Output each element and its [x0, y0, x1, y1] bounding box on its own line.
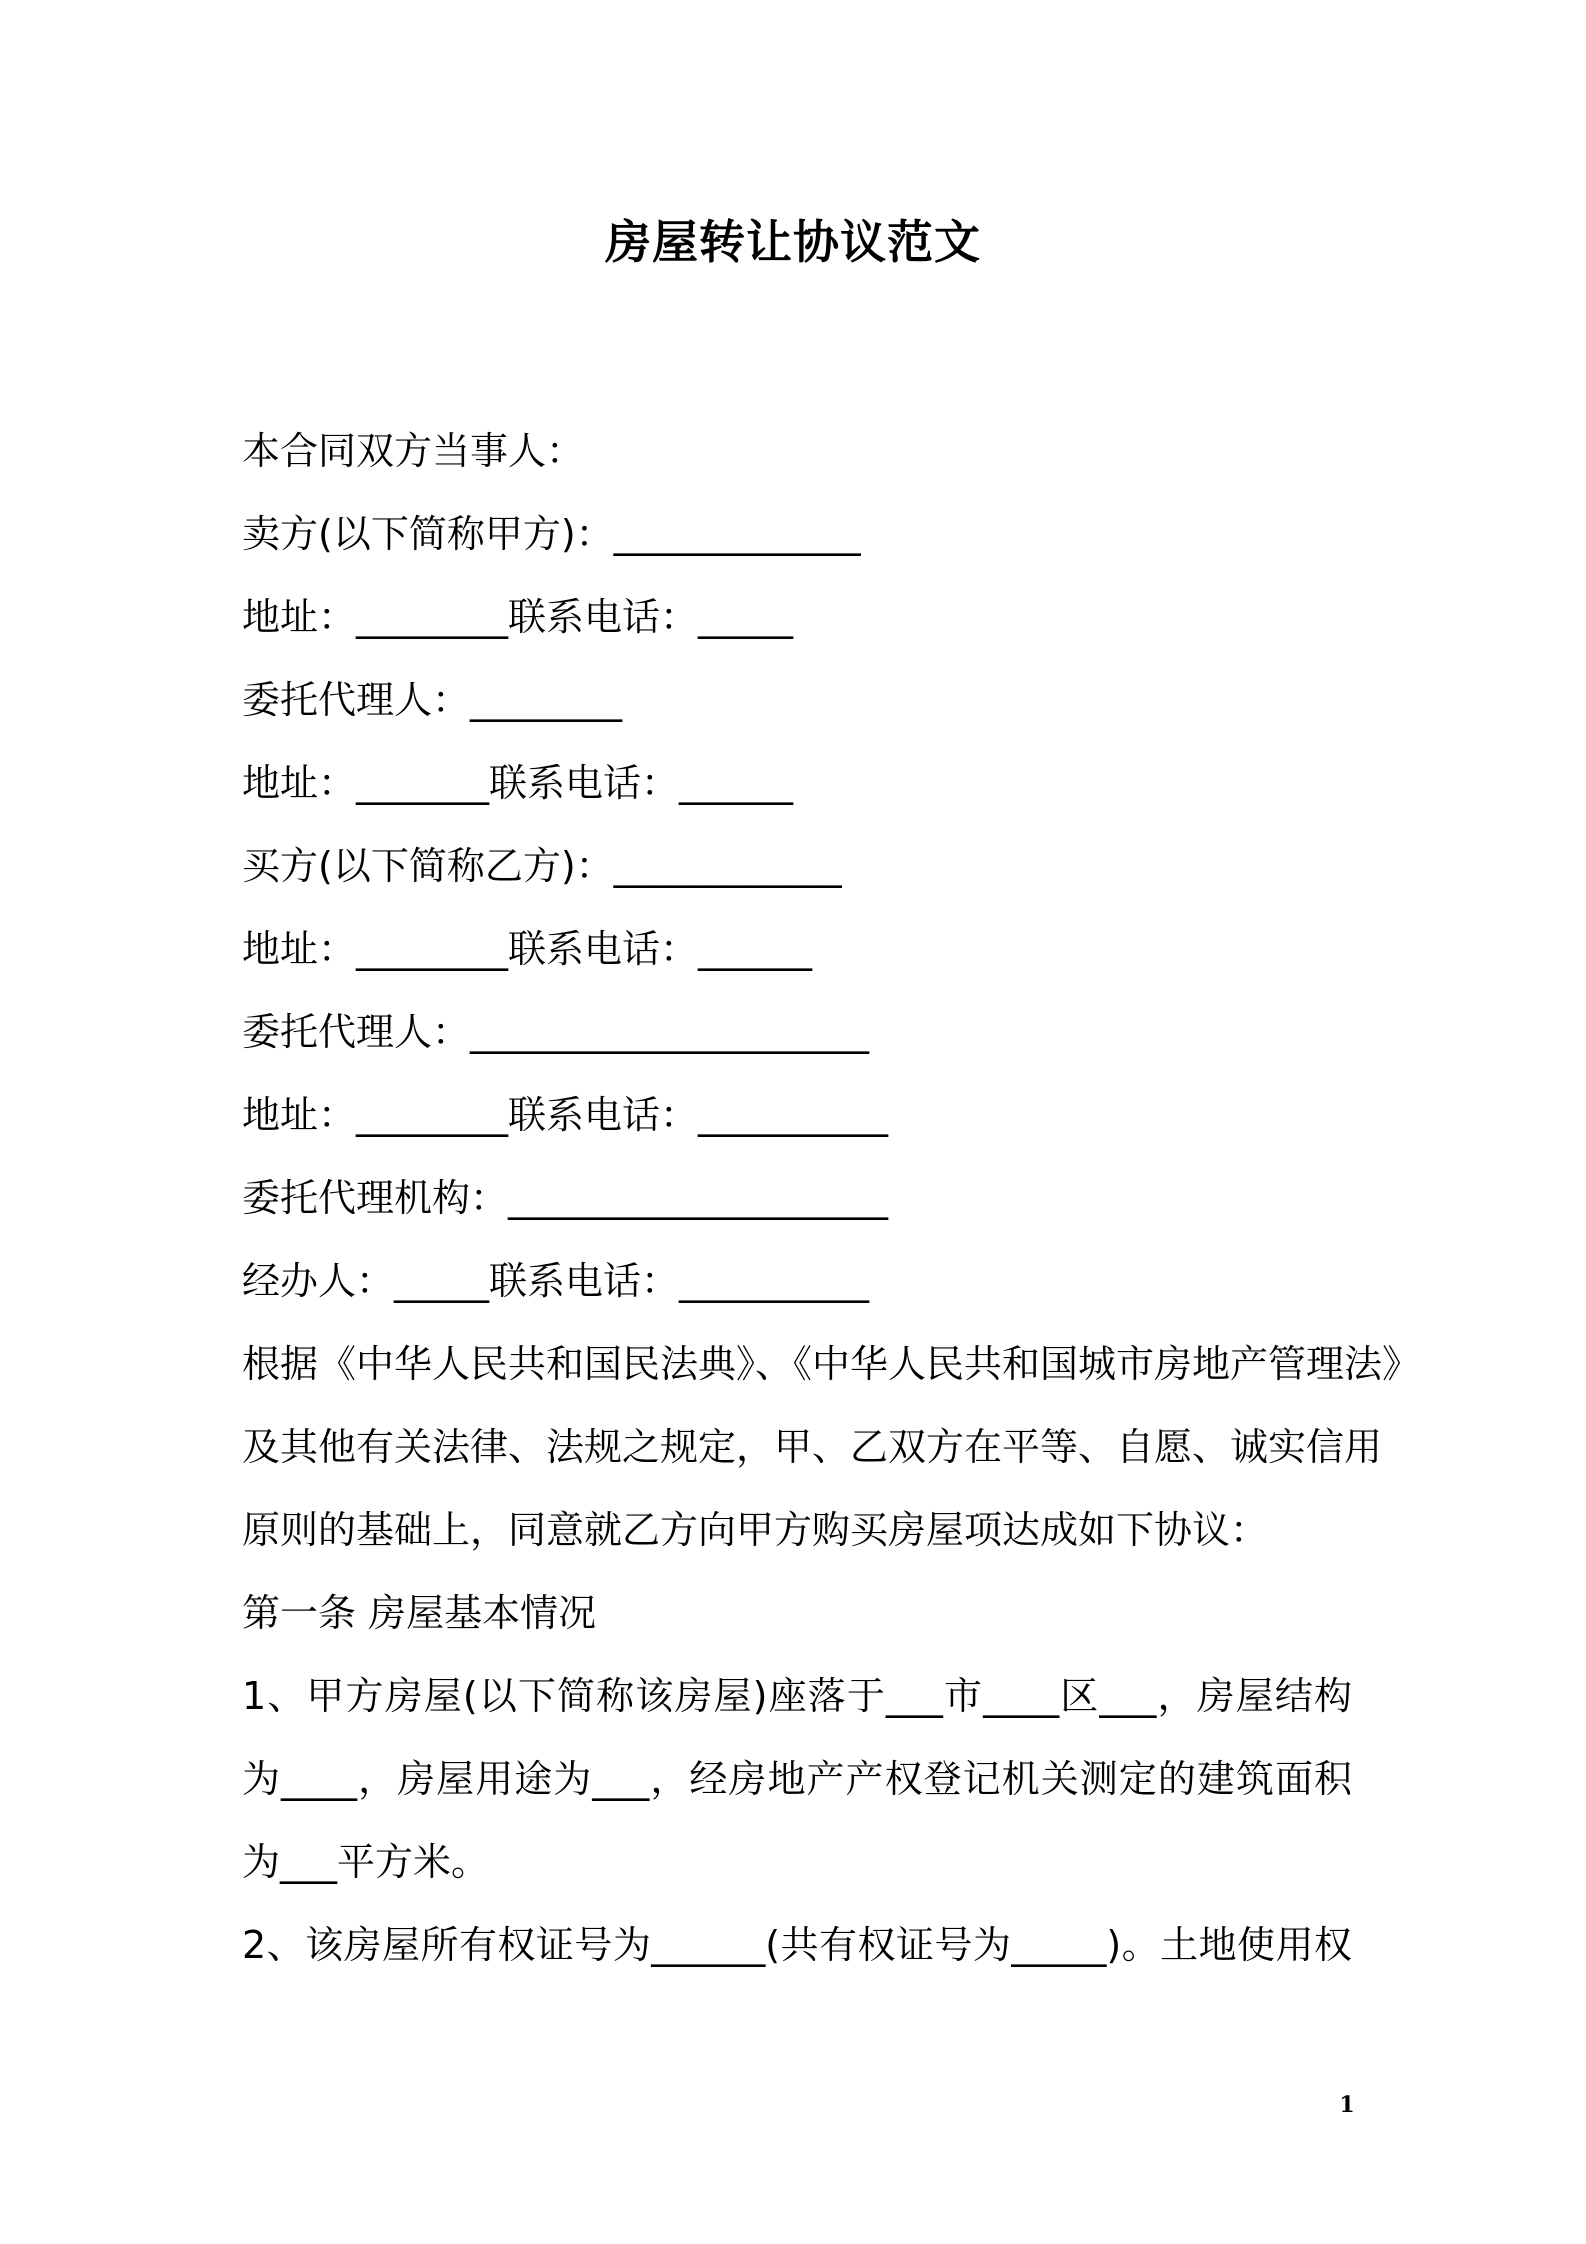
document-body — [242, 410, 1421, 1987]
basis-paragraph-line-2: 及其他有关法律、法规之规定，甲、乙双方在平等、自愿、诚实信用 — [242, 1425, 1383, 1469]
buyer-agent-line: 委托代理人：_____________________ — [242, 1010, 870, 1054]
agency-line: 委托代理机构：____________________ — [242, 1176, 889, 1220]
clause-one-line-3: 为___平方米。 — [242, 1840, 490, 1884]
clause-one-line-1: 1、甲方房屋(以下简称该房屋)座落于___市____区___，房屋结构 — [242, 1674, 1352, 1718]
handler-line: 经办人：_____联系电话：__________ — [242, 1259, 870, 1303]
buyer-agent-address-line: 地址：________联系电话：__________ — [242, 1093, 889, 1137]
basis-paragraph-line-1: 根据《中华人民共和国民法典》、《中华人民共和国城市房地产管理法》 — [242, 1342, 1421, 1386]
party-heading: 本合同双方当事人： — [242, 429, 585, 473]
buyer-address-line: 地址：________联系电话：______ — [242, 927, 813, 971]
document-title: 房屋转让协议范文 — [605, 215, 981, 269]
seller-address-line: 地址：________联系电话：_____ — [242, 595, 794, 639]
page-number: 1 — [1339, 2092, 1355, 2118]
clause-two-line-1: 2、该房屋所有权证号为______(共有权证号为_____)。土地使用权 — [242, 1923, 1352, 1967]
article-one-heading: 第一条 房屋基本情况 — [242, 1591, 597, 1635]
buyer-line: 买方(以下简称乙方)：____________ — [242, 844, 842, 888]
clause-one-line-2: 为____，房屋用途为___，经房地产产权登记机关测定的建筑面积 — [242, 1757, 1352, 1801]
seller-agent-address-line: 地址：_______联系电话：______ — [242, 761, 794, 805]
basis-paragraph-line-3: 原则的基础上，同意就乙方向甲方购买房屋项达成如下协议： — [242, 1508, 1269, 1552]
seller-agent-line: 委托代理人：________ — [242, 678, 623, 722]
seller-line: 卖方(以下简称甲方)：_____________ — [242, 512, 861, 556]
